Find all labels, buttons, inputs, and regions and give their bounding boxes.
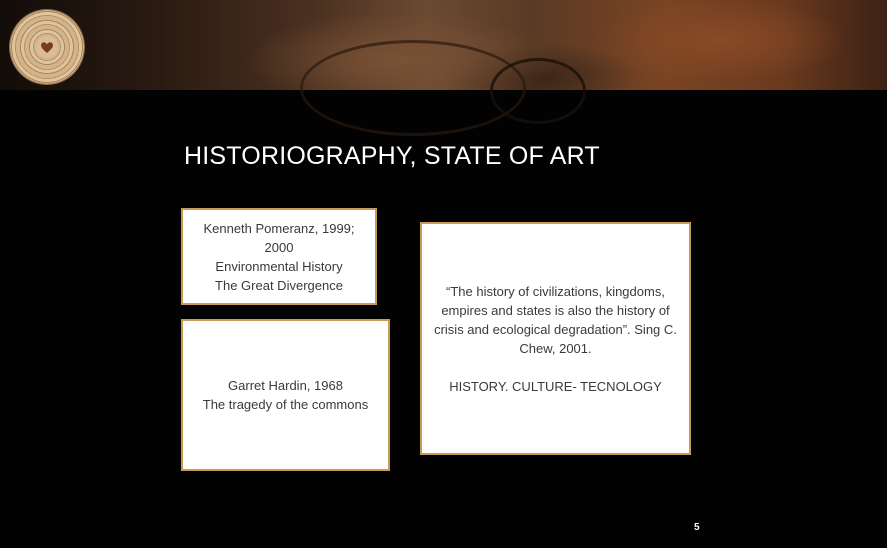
logo-center <box>36 36 58 58</box>
quote-line: “The history of civilizations, kingdoms, <box>446 283 665 299</box>
pomeranz-text-box <box>181 208 377 305</box>
hardin-text-box <box>181 319 390 471</box>
box-line: The Great Divergence <box>215 277 343 293</box>
quote-line: empires and states is also the history of <box>441 302 670 318</box>
slide-title: HISTORIOGRAPHY, STATE OF ART <box>184 142 600 170</box>
chew-quote-box <box>420 222 691 455</box>
quote-line: crisis and ecological degradation”. Sing C. <box>434 321 677 337</box>
box-line: Environmental History <box>215 258 343 274</box>
logo <box>10 10 84 84</box>
quote-line: Chew, 2001. <box>519 340 592 356</box>
barrel-hoop <box>490 58 586 124</box>
box-line: 2000 <box>264 239 294 255</box>
box-line: The tragedy of the commons <box>202 397 369 412</box>
page-number: 5 <box>694 522 700 533</box>
heart-icon <box>40 41 54 54</box>
box-line: Garret Hardin, 1968 <box>228 378 343 393</box>
keywords-text: HISTORY. CULTURE- TECNOLOGY <box>449 378 662 394</box>
box-line: Kenneth Pomeranz, 1999; <box>203 220 355 236</box>
quote-text <box>434 282 677 358</box>
header-banner-image <box>0 0 887 90</box>
